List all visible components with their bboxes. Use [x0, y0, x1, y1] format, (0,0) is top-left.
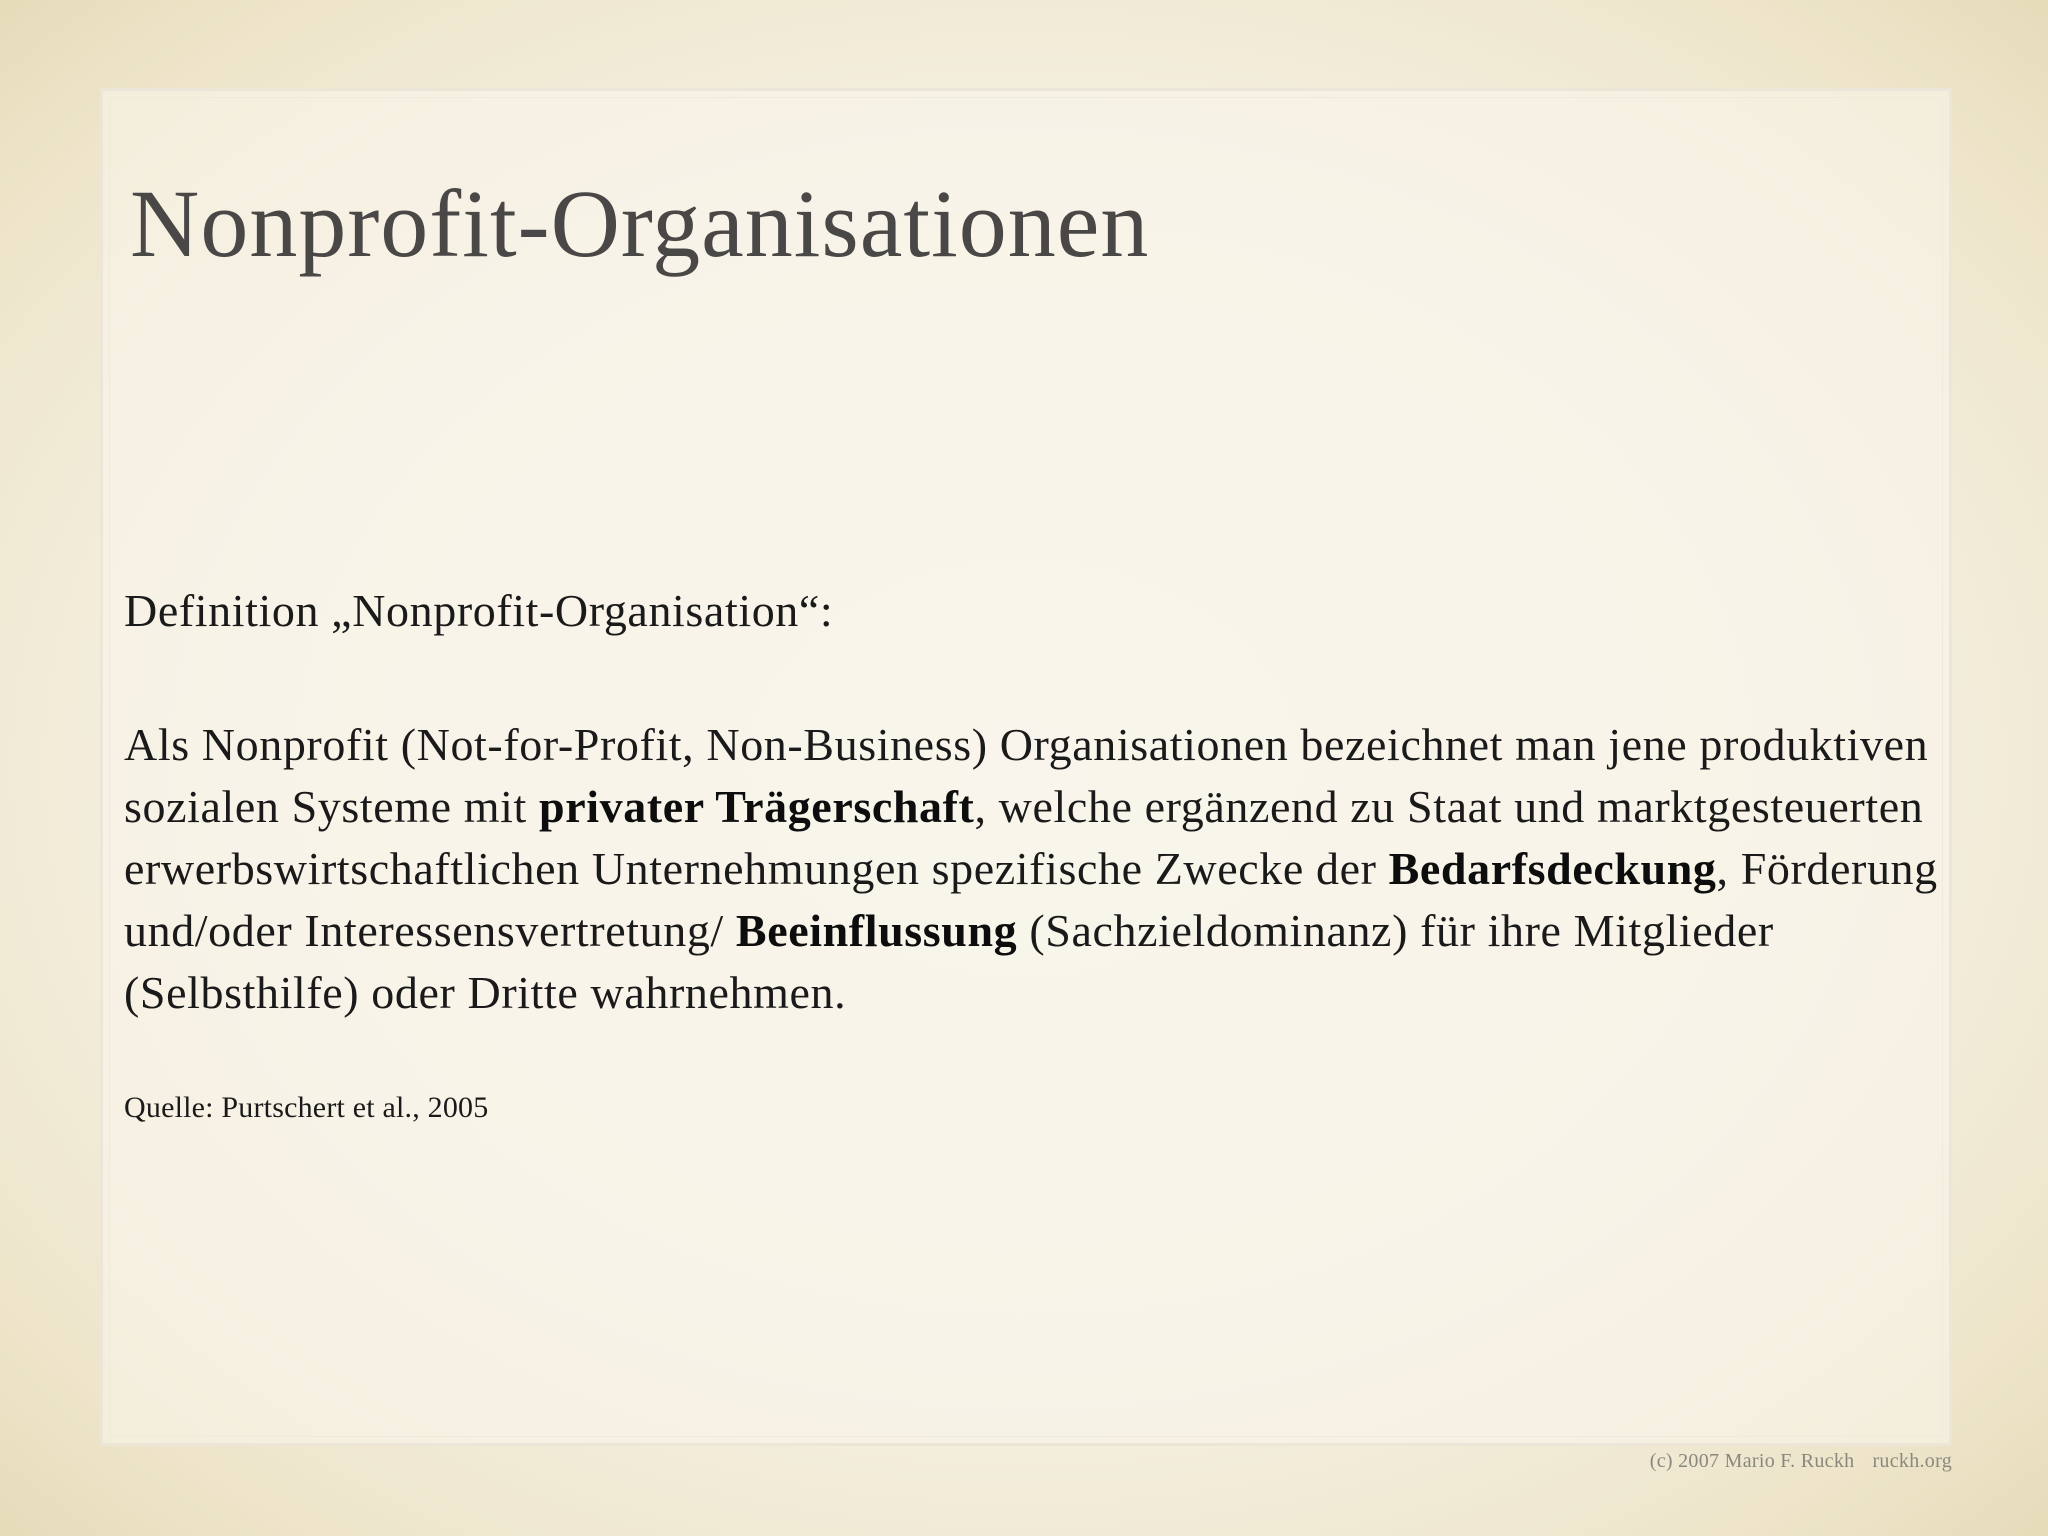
- bold-term-influence: Beeinflussung: [735, 905, 1018, 956]
- bold-term-demand-coverage: Bedarfsdeckung: [1388, 843, 1717, 894]
- source-citation: Quelle: Purtschert et al., 2005: [124, 1091, 489, 1124]
- paragraph-text-4: (Sachzieldominanz) für ihre Mitglieder (Selbsthilfe) oder Dritte wahrnehmen.: [124, 905, 1774, 1018]
- definition-heading: Definition „Nonprofit-Organisation“:: [124, 585, 834, 636]
- paragraph-text-1: Als Nonprofit (Not-for-Profit, Non-Business) Organisationen bezeichnet man jene produktiven sozialen Systeme mit: [124, 719, 1929, 832]
- definition-paragraph: [124, 714, 1944, 1024]
- footer: [1650, 1450, 1952, 1473]
- slide-title: Nonprofit-Organisationen: [130, 170, 1150, 277]
- paragraph-text-2: , welche ergänzend zu Staat und marktgesteuerten erwerbswirtschaftlichen Unternehmungen spezifische Zwecke der: [124, 781, 1924, 894]
- slide-body: [124, 580, 1944, 1128]
- bold-term-private-sponsorship: privater Trägerschaft: [539, 781, 975, 832]
- copyright-text: (c) 2007 Mario F. Ruckh: [1649, 1450, 1855, 1472]
- footer-site: ruckh.org: [1872, 1450, 1952, 1472]
- paragraph-text-3: , Förderung und/oder Interessensvertretung/: [124, 843, 1938, 956]
